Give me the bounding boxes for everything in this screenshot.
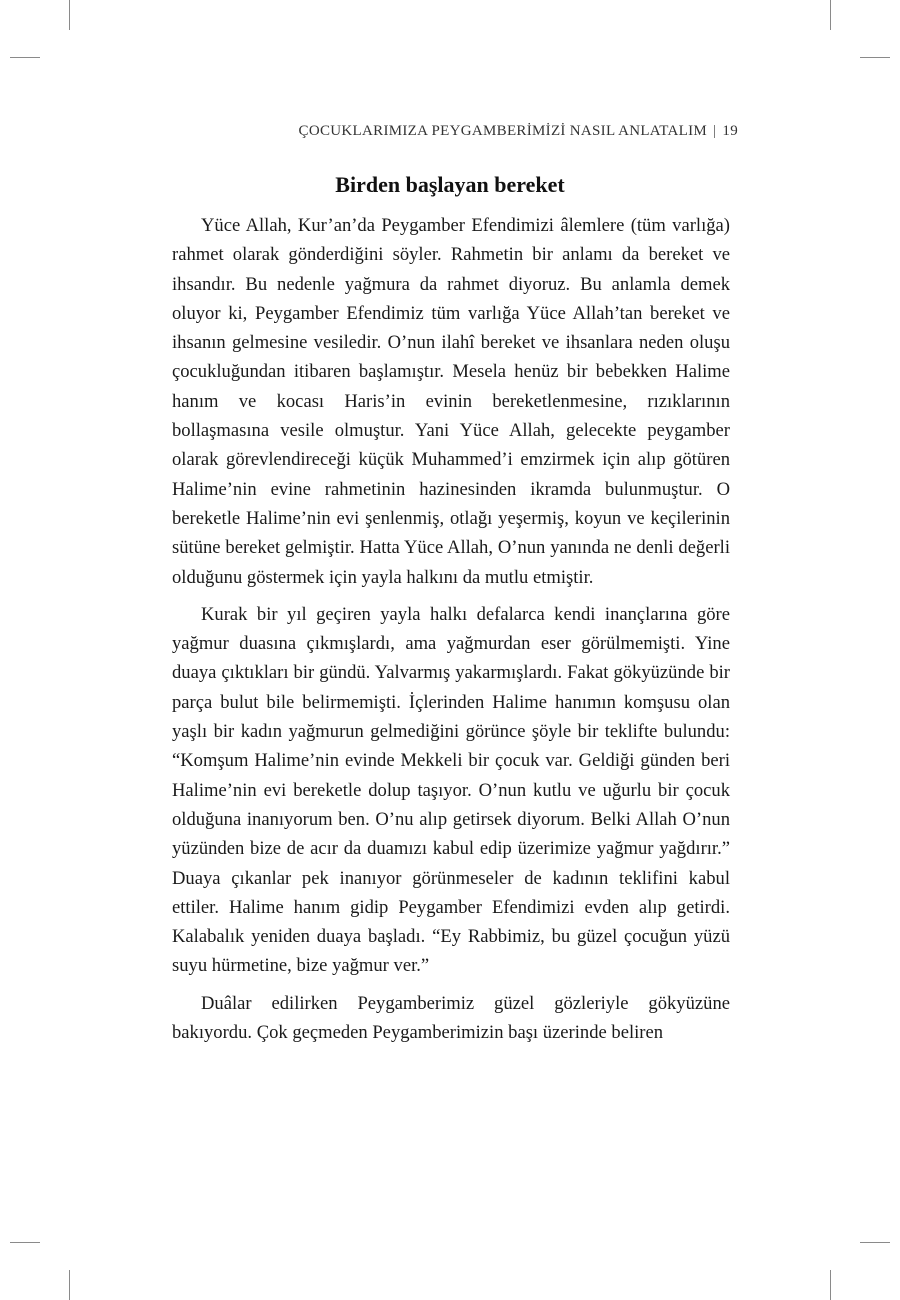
section-title: Birden başlayan bereket [335,172,565,197]
paragraph: Kurak bir yıl geçiren yayla halkı defalarca kendi inançlarına göre yağmur duasına çıkmışlardı, ama yağmurdan eser görülmemişti. Yine duaya çıktıkları bir gündü. Yalvarmış yakarmışlardı. Fakat gökyüzünde bir parça bulut bile belirmemişti. İçlerinden Halime hanımın komşusu olan yaşlı bir kadın yağmurun gelmediğini görünce şöyle bir teklifte bulundu: “Komşum Halime’nin evinde Mekkeli bir çocuk var. Geldiği günden beri Halime’nin evi bereketle dolup taşıyor. O’nun kutlu ve uğurlu bir çocuk olduğuna inanıyorum ben. O’nu alıp getirsek diyorum. Belki Allah O’nun yüzünden bize de acır da duamızı kabul edip üzerimize yağmur yağdırır.” Duaya çıkanlar pek inanıyor görünmeseler de kadının teklifini kabul ettiler. Halime hanım gidip Peygamber Efendimizi evden alıp getirdi. Kalabalık yeniden duaya başladı. “Ey Rabbimiz, bu güzel çocuğun yüzü suyu hürmetine, bize yağmur ver.” [172,603,730,977]
paragraph: Duâlar edilirken Peygamberimiz güzel gözleriyle gökyüzüne bakıyordu. Çok geçmeden Peygamberimizin başı üzerinde beliren [172,992,730,1044]
header-separator: | [713,123,717,139]
crop-mark-bottom-left-horizontal [10,1242,40,1243]
crop-mark-top-right-horizontal [860,57,890,58]
crop-mark-bottom-right [830,1270,831,1300]
running-header [299,123,738,140]
paragraph: Yüce Allah, Kur’an’da Peygamber Efendimizi âlemlere (tüm varlığa) rahmet olarak gönderdiğini söyler. Rahmetin bir anlamı da bereket ve ihsandır. Bu nedenle yağmura da rahmet diyoruz. Bu anlamla demek oluyor ki, Peygamber Efendimiz tüm varlığa Yüce Allah’tan bereket ve ihsanın gelmesine vesiledir. O’nun ilahî bereket ve ihsanlara neden oluşu çocukluğundan itibaren başlamıştır. Mesela henüz bir bebekken Halime hanım ve kocası Haris’in evinin bereketlenmesine, rızıklarının bollaşmasına vesile olmuştur. Yani Yüce Allah, gelecekte peygamber olarak görevlendireceği küçük Muhammed’i emzirmek için alıp götüren Halime’nin evine rahmetinin hazinesinden ikramda bulunmuştur. O bereketle Halime’nin evi şenlenmiş, otlağı yeşermiş, koyun ve keçilerinin sütüne bereket gelmiştir. Hatta Yüce Allah, O’nun yanında ne denli değerli olduğunu göstermek için yayla halkını da mutlu etmiştir. [172,215,730,588]
page-number: 19 [722,123,738,139]
crop-mark-top-left [69,0,70,30]
crop-mark-top-right [830,0,831,30]
crop-mark-bottom-left [69,1270,70,1300]
crop-mark-bottom-right-horizontal [860,1242,890,1243]
running-title: ÇOCUKLARIMIZA PEYGAMBERİMİZİ NASIL ANLATALIM [298,123,708,139]
crop-mark-top-left-horizontal [10,57,40,58]
body-text [172,211,730,1055]
